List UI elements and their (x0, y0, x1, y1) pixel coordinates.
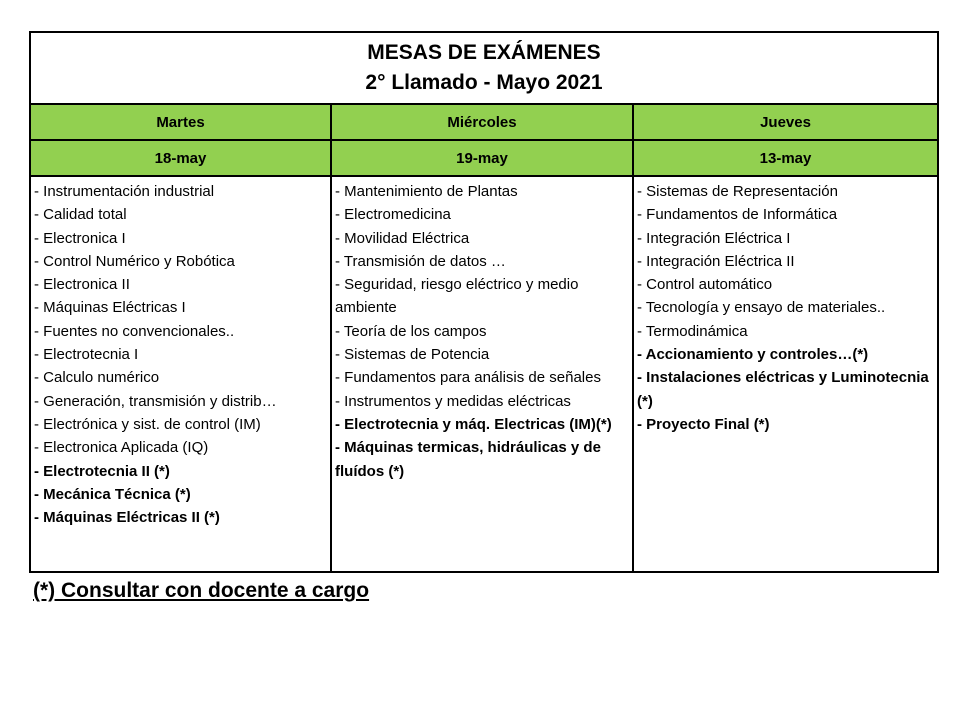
subject-item: - Electromedicina (335, 206, 451, 224)
subject-item: - Electrónica y sist. de control (IM) (34, 415, 261, 433)
subject-item: - Instalaciones eléctricas y Luminotecnia (*) (637, 369, 929, 410)
subject-item: - Máquinas Eléctricas II (*) (34, 509, 220, 527)
subject-item: - Máquinas termicas, hidráulicas y de fluídos (*) (335, 439, 601, 480)
subject-list-martes (31, 177, 330, 529)
day-header-martes: Martes (30, 104, 331, 140)
exam-schedule-table (29, 31, 939, 573)
subject-item: - Fundamentos de Informática (637, 206, 838, 224)
subject-item: - Mecánica Técnica (*) (34, 485, 191, 503)
page-title: MESAS DE EXÁMENES (367, 41, 601, 64)
subject-item: - Integración Eléctrica I (637, 229, 791, 247)
subject-item: - Sistemas de Potencia (335, 346, 490, 364)
date-header-jueves: 13-may (633, 140, 938, 176)
date-header-miercoles: 19-may (331, 140, 633, 176)
subject-item: - Electronica II (34, 276, 130, 294)
subject-item: - Electrotecnia y máq. Electricas (IM)(*) (335, 415, 612, 433)
date-header-martes: 18-may (30, 140, 331, 176)
subjects-cell-martes (30, 176, 331, 572)
day-header-row (30, 104, 938, 140)
subject-item: - Máquinas Eléctricas I (34, 299, 186, 317)
subjects-cell-jueves (633, 176, 938, 572)
subject-item: - Integración Eléctrica II (637, 252, 795, 270)
day-header-miercoles: Miércoles (331, 104, 633, 140)
subject-list-jueves (634, 177, 937, 436)
subject-item: - Seguridad, riesgo eléctrico y medio ambiente (335, 276, 579, 317)
subject-item: - Fundamentos para análisis de señales (335, 369, 601, 387)
subject-item: - Accionamiento y controles…(*) (637, 346, 869, 364)
subject-item: - Mantenimiento de Plantas (335, 183, 518, 200)
day-header-jueves: Jueves (633, 104, 938, 140)
subject-item: - Movilidad Eléctrica (335, 229, 470, 247)
subject-item: - Control Numérico y Robótica (34, 252, 235, 270)
subject-item: - Transmisión de datos … (335, 252, 506, 270)
subject-item: - Electronica Aplicada (IQ) (34, 439, 209, 457)
subject-item: - Teoría de los campos (335, 322, 487, 340)
subject-item: - Termodinámica (637, 322, 748, 340)
subjects-cell-miercoles (331, 176, 633, 572)
subject-item: - Tecnología y ensayo de materiales.. (637, 299, 886, 317)
title-cell (30, 32, 938, 104)
subject-item: - Instrumentos y medidas eléctricas (335, 392, 571, 410)
subject-list-miercoles (332, 177, 632, 483)
date-header-row (30, 140, 938, 176)
subject-item: - Electronica I (34, 229, 126, 247)
subject-item: - Electrotecnia II (*) (34, 462, 170, 480)
page-subtitle: 2° Llamado - Mayo 2021 (365, 71, 603, 94)
subject-item: - Proyecto Final (*) (637, 415, 770, 433)
subject-item: - Electrotecnia I (34, 346, 139, 364)
subjects-row (30, 176, 938, 572)
footnote: (*) Consultar con docente a cargo (33, 579, 370, 602)
subject-item: - Instrumentación industrial (34, 183, 215, 200)
subject-item: - Sistemas de Representación (637, 183, 838, 200)
subject-item: - Fuentes no convencionales.. (34, 322, 235, 340)
subject-item: - Generación, transmisión y distrib… (34, 392, 277, 410)
subject-item: - Calculo numérico (34, 369, 160, 387)
subject-item: - Calidad total (34, 206, 127, 224)
subject-item: - Control automático (637, 276, 773, 294)
